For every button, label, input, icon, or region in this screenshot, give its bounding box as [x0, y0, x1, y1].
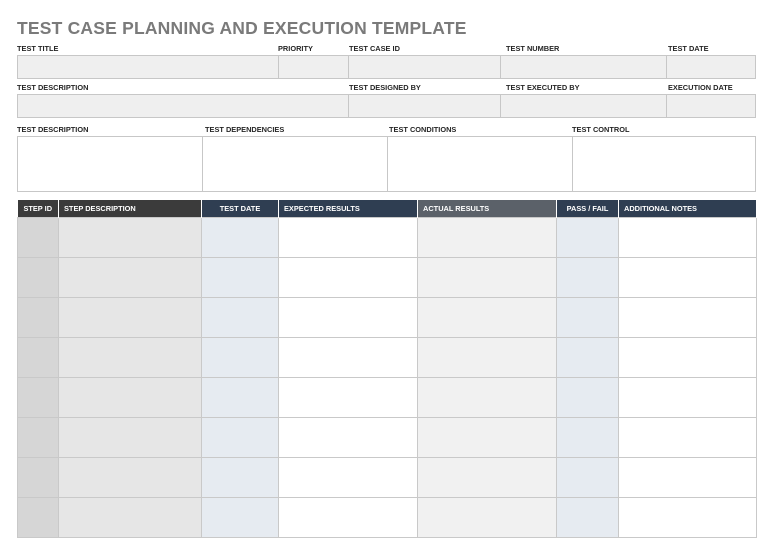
test-case-id-field[interactable]: [348, 55, 501, 79]
actual-results-cell[interactable]: [418, 217, 557, 257]
col-test-date: TEST DATE: [202, 200, 279, 217]
table-row: [18, 297, 757, 337]
test-control-label: TEST CONTROL: [572, 125, 630, 134]
test-date-cell[interactable]: [202, 337, 279, 377]
step-id-cell[interactable]: [18, 377, 59, 417]
step-description-cell[interactable]: [59, 377, 202, 417]
additional-notes-cell[interactable]: [619, 297, 757, 337]
steps-table: [17, 200, 757, 538]
table-row: [18, 497, 757, 537]
table-row: [18, 457, 757, 497]
expected-results-cell[interactable]: [279, 457, 418, 497]
step-id-cell[interactable]: [18, 417, 59, 457]
table-row: [18, 217, 757, 257]
step-id-cell[interactable]: [18, 497, 59, 537]
test-date-cell[interactable]: [202, 217, 279, 257]
test-description-field[interactable]: [17, 94, 349, 118]
priority-field[interactable]: [278, 55, 349, 79]
test-executed-by-field[interactable]: [500, 94, 667, 118]
pass-fail-cell[interactable]: [557, 337, 619, 377]
step-description-cell[interactable]: [59, 217, 202, 257]
expected-results-cell[interactable]: [279, 377, 418, 417]
col-expected-results: EXPECTED RESULTS: [279, 200, 418, 217]
test-description-label: TEST DESCRIPTION: [17, 83, 89, 92]
pass-fail-cell[interactable]: [557, 497, 619, 537]
test-date-cell[interactable]: [202, 377, 279, 417]
page-title: TEST CASE PLANNING AND EXECUTION TEMPLATE: [17, 18, 467, 38]
step-id-cell[interactable]: [18, 217, 59, 257]
step-description-cell[interactable]: [59, 497, 202, 537]
additional-notes-cell[interactable]: [619, 457, 757, 497]
actual-results-cell[interactable]: [418, 257, 557, 297]
actual-results-cell[interactable]: [418, 337, 557, 377]
additional-notes-cell[interactable]: [619, 217, 757, 257]
table-header-row: [18, 200, 757, 217]
priority-label: PRIORITY: [278, 44, 313, 53]
step-description-cell[interactable]: [59, 457, 202, 497]
step-description-cell[interactable]: [59, 417, 202, 457]
test-date-cell[interactable]: [202, 457, 279, 497]
additional-notes-cell[interactable]: [619, 497, 757, 537]
col-pass-fail: PASS / FAIL: [557, 200, 619, 217]
actual-results-cell[interactable]: [418, 457, 557, 497]
test-executed-by-label: TEST EXECUTED BY: [506, 83, 580, 92]
test-number-label: TEST NUMBER: [506, 44, 560, 53]
test-dependencies-label: TEST DEPENDENCIES: [205, 125, 285, 134]
step-description-cell[interactable]: [59, 337, 202, 377]
test-control-field[interactable]: [572, 136, 756, 192]
pass-fail-cell[interactable]: [557, 377, 619, 417]
additional-notes-cell[interactable]: [619, 417, 757, 457]
test-designed-by-field[interactable]: [348, 94, 501, 118]
test-date-cell[interactable]: [202, 417, 279, 457]
test-date-cell[interactable]: [202, 297, 279, 337]
test-date-field[interactable]: [666, 55, 756, 79]
table-row: [18, 417, 757, 457]
pass-fail-cell[interactable]: [557, 257, 619, 297]
test-case-id-label: TEST CASE ID: [349, 44, 400, 53]
additional-notes-cell[interactable]: [619, 377, 757, 417]
expected-results-cell[interactable]: [279, 257, 418, 297]
additional-notes-cell[interactable]: [619, 337, 757, 377]
step-id-cell[interactable]: [18, 257, 59, 297]
expected-results-cell[interactable]: [279, 297, 418, 337]
test-description-2-field[interactable]: [17, 136, 203, 192]
actual-results-cell[interactable]: [418, 417, 557, 457]
test-conditions-label: TEST CONDITIONS: [389, 125, 457, 134]
test-number-field[interactable]: [500, 55, 667, 79]
execution-date-label: EXECUTION DATE: [668, 83, 733, 92]
test-date-cell[interactable]: [202, 497, 279, 537]
col-step-id: STEP ID: [18, 200, 59, 217]
test-conditions-field[interactable]: [387, 136, 573, 192]
pass-fail-cell[interactable]: [557, 217, 619, 257]
expected-results-cell[interactable]: [279, 497, 418, 537]
pass-fail-cell[interactable]: [557, 297, 619, 337]
test-dependencies-field[interactable]: [202, 136, 388, 192]
additional-notes-cell[interactable]: [619, 257, 757, 297]
step-id-cell[interactable]: [18, 457, 59, 497]
step-description-cell[interactable]: [59, 297, 202, 337]
step-id-cell[interactable]: [18, 297, 59, 337]
col-step-description: STEP DESCRIPTION: [59, 200, 202, 217]
actual-results-cell[interactable]: [418, 297, 557, 337]
expected-results-cell[interactable]: [279, 217, 418, 257]
test-date-cell[interactable]: [202, 257, 279, 297]
test-title-field[interactable]: [17, 55, 279, 79]
step-id-cell[interactable]: [18, 337, 59, 377]
actual-results-cell[interactable]: [418, 497, 557, 537]
col-additional-notes: ADDITIONAL NOTES: [619, 200, 757, 217]
pass-fail-cell[interactable]: [557, 417, 619, 457]
test-title-label: TEST TITLE: [17, 44, 59, 53]
table-row: [18, 257, 757, 297]
table-row: [18, 377, 757, 417]
actual-results-cell[interactable]: [418, 377, 557, 417]
execution-date-field[interactable]: [666, 94, 756, 118]
test-designed-by-label: TEST DESIGNED BY: [349, 83, 421, 92]
expected-results-cell[interactable]: [279, 417, 418, 457]
table-row: [18, 337, 757, 377]
expected-results-cell[interactable]: [279, 337, 418, 377]
step-description-cell[interactable]: [59, 257, 202, 297]
test-date-label: TEST DATE: [668, 44, 709, 53]
col-actual-results: ACTUAL RESULTS: [418, 200, 557, 217]
pass-fail-cell[interactable]: [557, 457, 619, 497]
test-description-2-label: TEST DESCRIPTION: [17, 125, 89, 134]
